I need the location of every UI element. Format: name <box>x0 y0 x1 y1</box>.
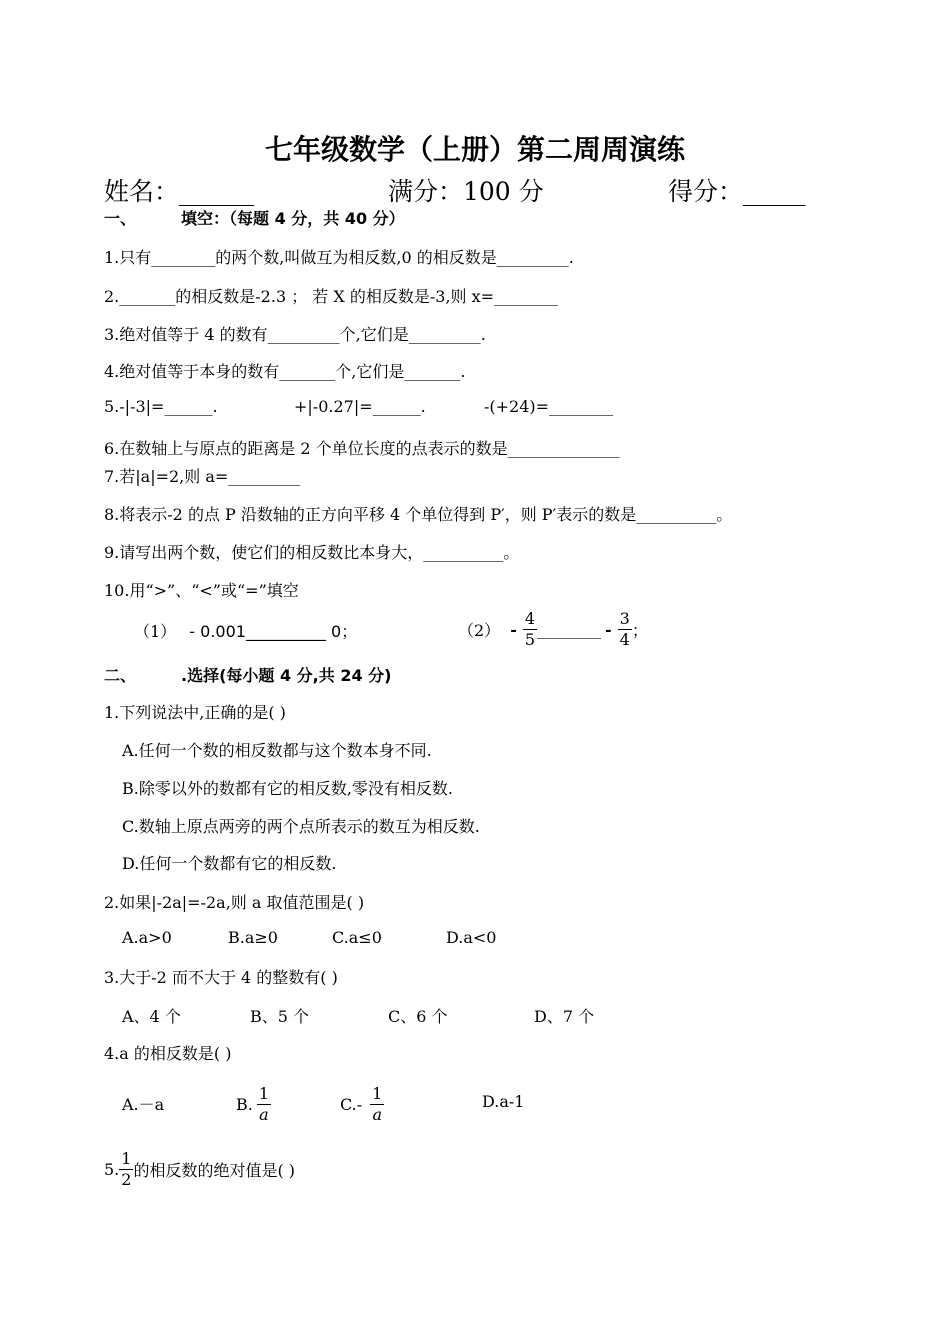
question-1-9: 9.请写出两个数，使它们的相反数比本身大，__________。 <box>104 543 520 562</box>
question-1-7: 7.若|a|=2,则 a=_________ <box>104 467 301 486</box>
name-field <box>104 172 254 208</box>
fraction-numerator: 3 <box>619 608 630 628</box>
part1-label: （1） <box>134 622 177 641</box>
fraction-denominator: a <box>370 1104 384 1125</box>
part2-blank: ________ <box>537 619 602 639</box>
question-2-3-option-a: A、4 个 <box>122 1007 181 1026</box>
fraction-1-over-a <box>370 1084 384 1125</box>
question-2-1-option-a: A.任何一个数的相反数都与这个数本身不同. <box>122 741 432 760</box>
fraction-denominator: 2 <box>121 1169 132 1189</box>
question-1-5b: +|-0.27|=______. <box>294 397 426 416</box>
question-2-2-option-c: C.a≤0 <box>332 928 382 947</box>
section2-title: .选择(每小题 4 分,共 24 分) <box>181 666 392 685</box>
option-c-label: C.- <box>340 1094 363 1114</box>
part2-minus-1: - <box>510 619 517 639</box>
question-2-2-option-a: A.a>0 <box>122 928 172 947</box>
score-label: 得分： <box>668 177 744 206</box>
fraction-1-over-a <box>257 1084 271 1125</box>
question-1-1: 1.只有________的两个数,叫做互为相反数,0 的相反数是_________. <box>104 248 574 267</box>
question-2-3-option-d: D、7 个 <box>534 1007 595 1026</box>
question-2-1-option-d: D.任何一个数都有它的相反数. <box>122 854 337 873</box>
question-2-1-option-c: C.数轴上原点两旁的两个点所表示的数互为相反数. <box>122 817 480 836</box>
question-1-5a: 5.-|-3|=______. <box>104 397 218 416</box>
question-1-10-part1 <box>134 619 357 642</box>
question-2-4-option-a: A.－a <box>122 1095 165 1114</box>
option-b-label: B. <box>236 1094 253 1114</box>
question-2-4-option-c <box>340 1080 384 1128</box>
question-2-5-prefix: 5. <box>104 1159 120 1179</box>
question-2-3-option-b: B、5 个 <box>250 1007 310 1026</box>
score-blank: _____ <box>743 177 806 206</box>
question-1-5c: -(+24)=________ <box>484 397 614 416</box>
fraction-3-4 <box>618 609 632 650</box>
section1-title: 填空：（每题 4 分，共 40 分） <box>181 209 405 228</box>
question-2-1-option-b: B.除零以外的数都有它的相反数,零没有相反数. <box>122 779 454 798</box>
fraction-denominator: a <box>257 1104 271 1125</box>
part2-end: ； <box>631 620 648 640</box>
question-1-6: 6.在数轴上与原点的距离是 2 个单位长度的点表示的数是______________ <box>104 439 620 458</box>
fraction-denominator: 5 <box>524 629 536 649</box>
part2-label: （2） <box>458 620 501 640</box>
question-1-4: 4.绝对值等于本身的数有_______个,它们是_______. <box>104 362 466 381</box>
question-2-2-stem: 2.如果|-2a|=-2a,则 a 取值范围是( ) <box>104 893 365 912</box>
score-field <box>668 172 806 208</box>
question-2-1-stem: 1.下列说法中,正确的是( ) <box>104 703 286 722</box>
fraction-numerator: 1 <box>121 1148 132 1168</box>
name-blank: ______ <box>179 177 255 206</box>
page-title: 七年级数学（上册）第二周周演练 <box>264 133 685 166</box>
fraction-1-2 <box>119 1149 133 1190</box>
fraction-4-5 <box>523 609 537 650</box>
full-score-label: 满分：100 分 <box>388 177 544 206</box>
question-2-4-stem: 4.a 的相反数是( ) <box>104 1044 232 1063</box>
question-1-10: 10.用“>”、“<”或“=”填空 <box>104 581 299 600</box>
section1-number: 一、 <box>104 209 137 228</box>
section2-number: 二、 <box>104 666 137 685</box>
question-1-10-part2 <box>458 604 648 654</box>
fraction-numerator: 1 <box>258 1083 270 1103</box>
question-2-4-option-b <box>236 1080 271 1128</box>
part1-expression: - 0.001__________ 0； <box>189 622 358 641</box>
question-1-3: 3.绝对值等于 4 的数有_________个,它们是_________. <box>104 325 486 344</box>
question-2-3-stem: 3.大于-2 而不大于 4 的整数有( ) <box>104 968 338 987</box>
fraction-denominator: 4 <box>619 629 630 649</box>
part2-minus-2: - <box>605 619 612 639</box>
fraction-numerator: 1 <box>372 1083 383 1103</box>
question-2-2-option-d: D.a<0 <box>446 928 497 947</box>
question-2-2-option-b: B.a≥0 <box>228 928 278 947</box>
name-label: 姓名： <box>104 177 180 206</box>
question-2-4-option-d: D.a-1 <box>482 1092 525 1111</box>
question-2-3-option-c: C、6 个 <box>388 1007 448 1026</box>
question-2-5 <box>104 1145 295 1193</box>
question-2-5-stem: 的相反数的绝对值是( ) <box>133 1160 296 1180</box>
question-1-8: 8.将表示-2 的点 P 沿数轴的正方向平移 4 个单位得到 P′，则 P′表示的数是__________。 <box>104 505 733 524</box>
question-1-2: 2._______的相反数是-2.3 ； 若 X 的相反数是-3,则 x=________ <box>104 287 559 306</box>
fraction-numerator: 4 <box>524 608 536 628</box>
